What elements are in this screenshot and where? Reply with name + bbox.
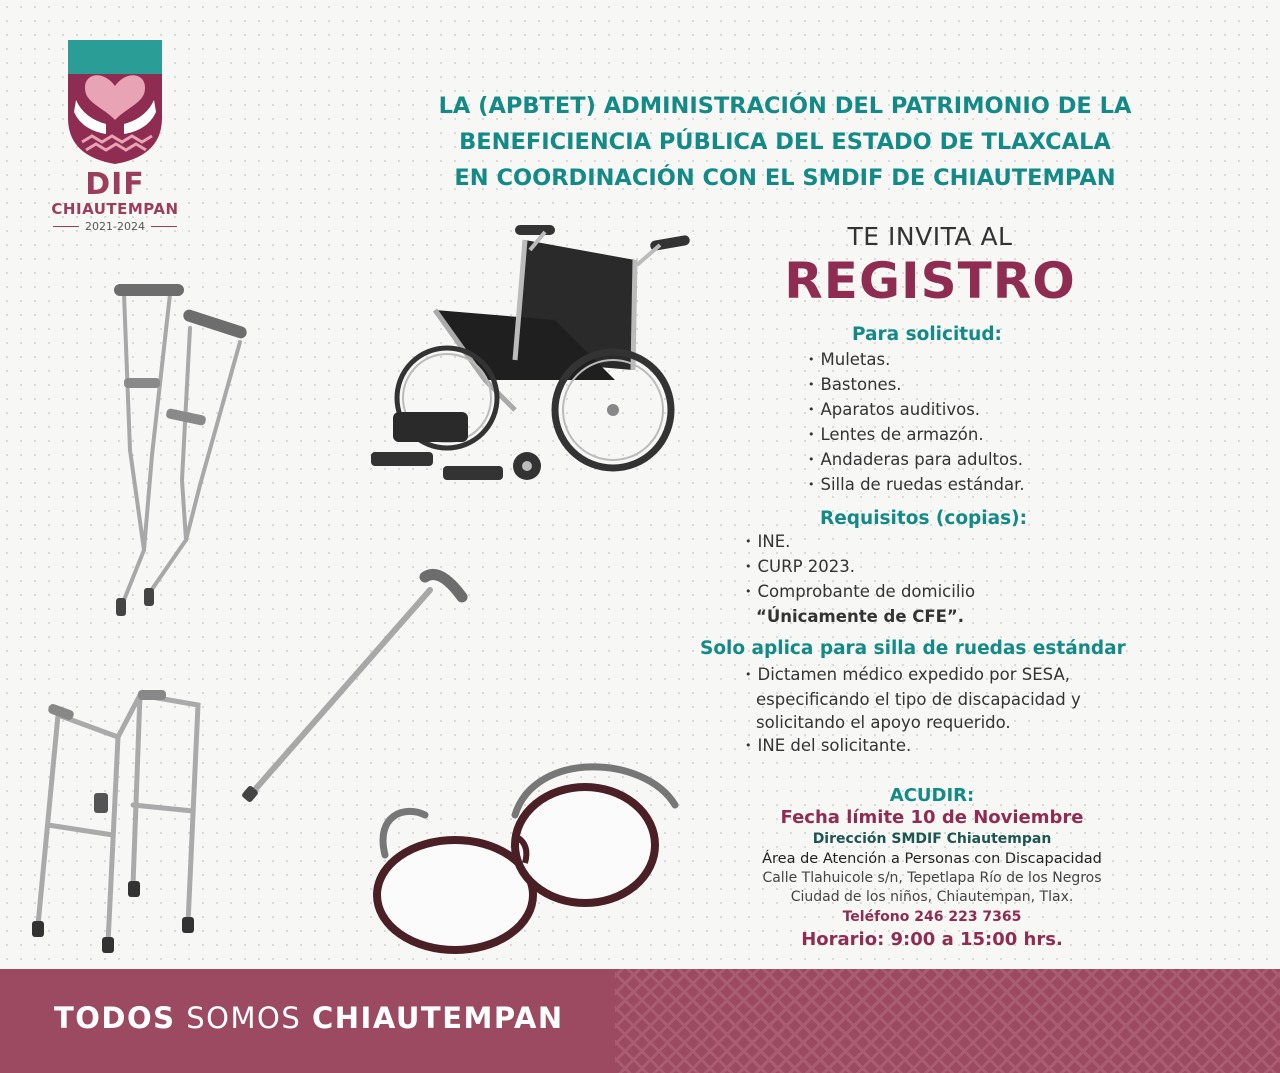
deadline: Fecha límite 10 de Noviembre	[780, 807, 1084, 828]
phone: Teléfono 246 223 7365	[842, 909, 1022, 925]
wheelchair-icon	[365, 220, 695, 500]
requisitos-title: Requisitos (copias):	[820, 508, 1027, 529]
footer-pattern	[615, 969, 1280, 1073]
list-item: • CURP 2023.	[745, 555, 975, 580]
logo-city: CHIAUTEMPAN	[51, 200, 179, 218]
solicitud-title: Para solicitud:	[852, 324, 1002, 345]
headline-line-2: BENEFICIENCIA PÚBLICA DEL ESTADO DE TLAXCALA	[459, 129, 1111, 155]
list-item: • Silla de ruedas estándar.	[808, 473, 1025, 498]
cfe-note: “Únicamente de CFE”.	[756, 607, 965, 626]
list-item: • Aparatos auditivos.	[808, 398, 1025, 423]
silla-title: Solo aplica para silla de ruedas estándar	[700, 638, 1126, 659]
address-line-1: Calle Tlahuicole s/n, Tepetlapa Río de los Negros	[762, 870, 1102, 886]
list-item: • INE.	[745, 530, 975, 555]
dif-shield-icon	[66, 38, 164, 166]
footer-slogan: TODOS SOMOS CHIAUTEMPAN	[54, 1001, 564, 1035]
registro-title: REGISTRO	[784, 252, 1076, 310]
acudir-block	[732, 785, 1132, 953]
address-line-2: Ciudad de los niños, Chiautempan, Tlax.	[790, 889, 1074, 905]
list-item: • Dictamen médico expedido por SESA, especificando el tipo de discapacidad y solicitando el apoyo requerido.	[745, 663, 1081, 734]
list-item: • Comprobante de domicilio “Únicamente de CFE”.	[745, 580, 975, 628]
headline	[365, 88, 1205, 196]
silla-list	[745, 663, 1081, 759]
list-item: • Lentes de armazón.	[808, 423, 1025, 448]
list-item: • Bastones.	[808, 373, 1025, 398]
headline-line-1: LA (APBTET) ADMINISTRACIÓN DEL PATRIMONIO DE LA	[438, 93, 1132, 119]
area: Área de Atención a Personas con Discapacidad	[762, 851, 1102, 867]
logo-years: 2021-2024	[40, 220, 190, 233]
list-item: • Andaderas para adultos.	[808, 448, 1025, 473]
office: Dirección SMDIF Chiautempan	[812, 831, 1052, 847]
list-item: • Muletas.	[808, 348, 1025, 373]
solicitud-list	[808, 348, 1025, 498]
eyeglasses-icon	[365, 745, 685, 960]
logo-title: DIF	[85, 167, 145, 202]
dif-logo	[40, 38, 190, 233]
footer-banner	[0, 969, 1280, 1073]
acudir-title: ACUDIR:	[889, 785, 975, 806]
invite-text: TE INVITA AL	[847, 222, 1013, 251]
list-item: • INE del solicitante.	[745, 734, 1081, 759]
requisitos-list	[745, 530, 975, 628]
crutches-icon	[100, 280, 260, 630]
headline-line-3: EN COORDINACIÓN CON EL SMDIF DE CHIAUTEMPAN	[454, 165, 1116, 191]
schedule: Horario: 9:00 a 15:00 hrs.	[801, 929, 1063, 950]
walker-icon	[28, 685, 218, 955]
